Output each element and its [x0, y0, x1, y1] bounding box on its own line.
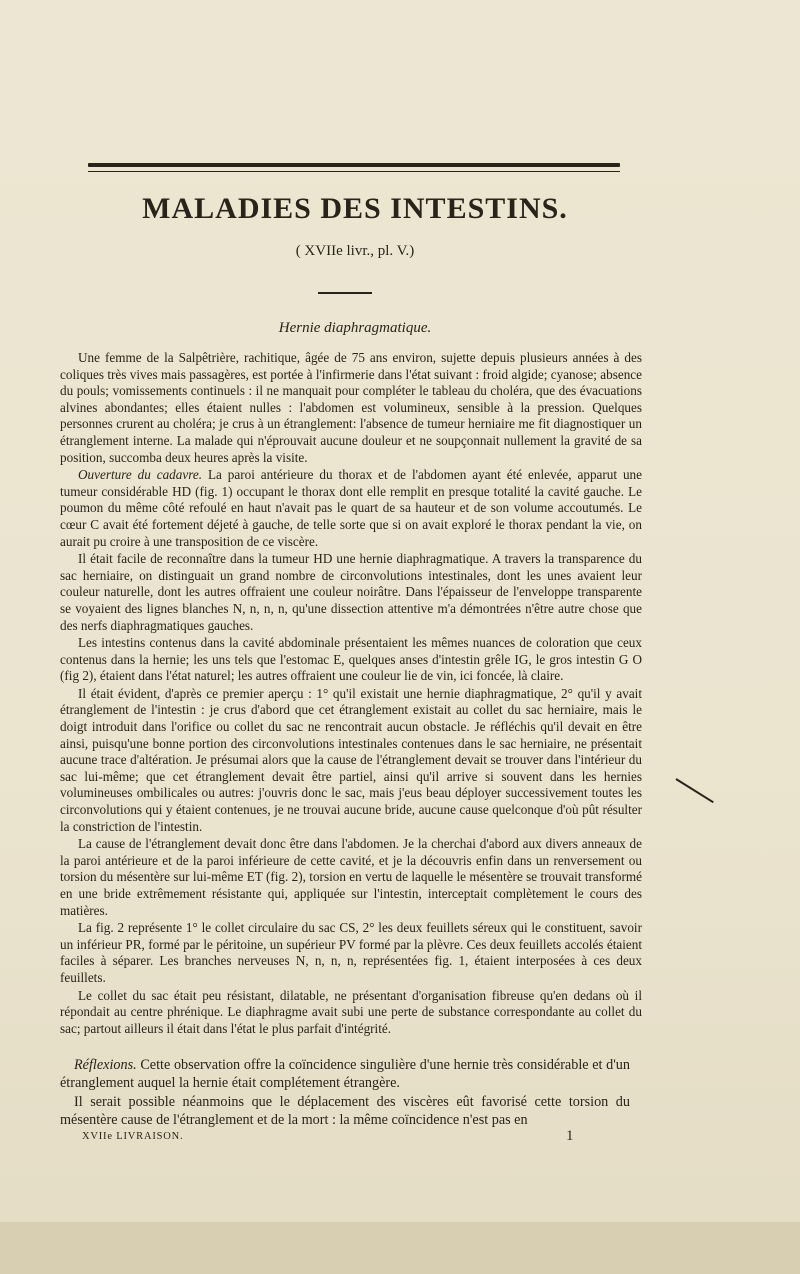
paragraph-4: Les intestins contenus dans la cavité abdominale présentaient les mêmes nuances de coloration que ceux contenus dans la hernie; les uns tels que l'estomac E, quelques anses d'intestin grêle IG, le gros intestin G O (fig 2), étaient dans l'état naturel; les autres offraient une couleur lie de vin, ici foncée, là claire.	[60, 635, 642, 684]
header-rule-thick	[88, 163, 620, 167]
reflection-section	[60, 1056, 630, 1130]
paragraph-2-text: La paroi antérieure du thorax et de l'abdomen ayant été enlevée, apparut une tumeur considérable HD (fig. 1) occupant le thorax dont elle remplit en presque totalité la cavité gauche. Le poumon du même côté refoulé en haut n'avait pas le quart de sa hauteur et de son volume accoutumés. Le cœur C avait été fortement déjeté à gauche, de telle sorte que si on avait exploré le thorax pendant la vie, on aurait pu croire à une transposition de ce viscère.	[60, 467, 643, 549]
paragraph-1: Une femme de la Salpêtrière, rachitique, âgée de 75 ans environ, sujette depuis plusieurs années à des coliques très vives mais passagères, est portée à l'infirmerie dans l'état suivant : froid algide; cyanose; absence du pouls; vomissements continuels : il ne manquait pour compléter le tableau du choléra, que des évacuations alvines abondantes; elles étaient nulles : l'abdomen est volumineux, sensible à la pression. Quelques personnes crurent au choléra; je crus à un étranglement: l'absence de tumeur herniaire me fit diagnostiquer un étranglement interne. La malade qui n'éprouvait aucune douleur et ne soupçonnait nullement la gravité de sa position, succomba deux heures après la visite.	[60, 350, 642, 465]
ornament-divider	[318, 292, 372, 294]
paragraph-6: La cause de l'étranglement devait donc être dans l'abdomen. Je la cherchai d'abord aux divers anneaux de la paroi antérieure et de la paroi inférieure de cette cavité, et je la découvris enfin dans un renversement ou torsion du mésentère sur lui-même ET (fig. 2), torsion en vertu de laquelle le mésentère se trouvait transformé en une bride extrêmement résistante qui, appliquée sur l'intestin, interceptait complètement le cours des matières.	[60, 836, 642, 918]
paragraph-2-lead: Ouverture du cadavre.	[78, 467, 203, 483]
paragraph-2	[60, 467, 642, 550]
page-number: 1	[566, 1128, 574, 1144]
paragraph-5: Il était évident, d'après ce premier aperçu : 1° qu'il existait une hernie diaphragmatique, 2° qu'il y avait étranglement de l'intestin : je crus d'abord que cet étranglement existait au collet du sac herniaire, mais le doigt introduit dans l'orifice ou collet du sac ne rencontrait aucun obstacle. Je réfléchis qu'il devait en être ainsi, puisqu'une bonne portion des circonvolutions intestinales contenues dans le sac herniaire, ne présentait aucune trace d'altération. Je présumai alors que la cause de l'étranglement devait se trouver dans l'intérieur du sac lui-même; que cet étranglement devait être partiel, ainsi qu'il arrive si souvent dans les hernies volumineuses ombilicales ou autres: j'ouvris donc le sac, mais j'eus beau déployer successivement toutes les circonvolutions qui y étaient contenues, je ne trouvai aucune bride, aucune cause quelconque d'où pût résulter la constriction de l'intestin.	[60, 685, 642, 834]
page-edge	[0, 1222, 800, 1274]
page-subtitle: ( XVIIe livr., pl. V.)	[295, 243, 415, 259]
paragraph-8: Le collet du sac était peu résistant, dilatable, ne présentant d'organisation fibreuse qu'en dedans où il répondait au centre phrénique. Le diaphragme avait subi une perte de substance correspondante au collet du sac; partout ailleurs il était dans l'état le plus parfait d'intégrité.	[60, 987, 642, 1036]
reflection-text-1: Cette observation offre la coïncidence singulière d'une hernie très considérable et d'un étranglement auquel la hernie était complétement étrangère.	[60, 1057, 630, 1091]
reflection-paragraph-2: Il serait possible néanmoins que le déplacement des viscères eût favorisé cette torsion du mésentère cause de l'étranglement et de la mort : la même coïncidence n'est pas en	[60, 1094, 630, 1128]
section-heading: Hernie diaphragmatique.	[278, 320, 432, 336]
reflection-paragraph-1	[60, 1056, 630, 1092]
paragraph-7: La fig. 2 représente 1° le collet circulaire du sac CS, 2° les deux feuillets séreux qui le constituent, savoir un inférieur PR, formé par le péritoine, un supérieur PV formé par la plèvre. Ces deux feuillets accolés étaient faciles à séparer. Les branches nerveuses N, n, n, n, représentées fig. 1, étaient interposées à ces deux feuillets.	[60, 920, 642, 985]
body-text	[60, 350, 642, 1038]
paragraph-3: Il était facile de reconnaître dans la tumeur HD une hernie diaphragmatique. A travers la transparence du sac herniaire, on distinguait un grand nombre de circonvolutions intestinales, dont les unes avaient leur couleur naturelle, dont les autres offraient une couleur noirâtre. Dans l'épaisseur de l'enveloppe transparente se voyaient des lignes blanches N, n, n, n, qu'une dissection attentive m'a démontrées n'être autre chose que des nerfs diaphragmatiques gauches.	[60, 551, 642, 633]
footer-livraison: XVIIe LIVRAISON.	[82, 1131, 184, 1142]
page-title: MALADIES DES INTESTINS.	[142, 192, 568, 225]
reflection-lead: Réflexions.	[74, 1057, 137, 1073]
header-rule-thin	[88, 171, 620, 172]
